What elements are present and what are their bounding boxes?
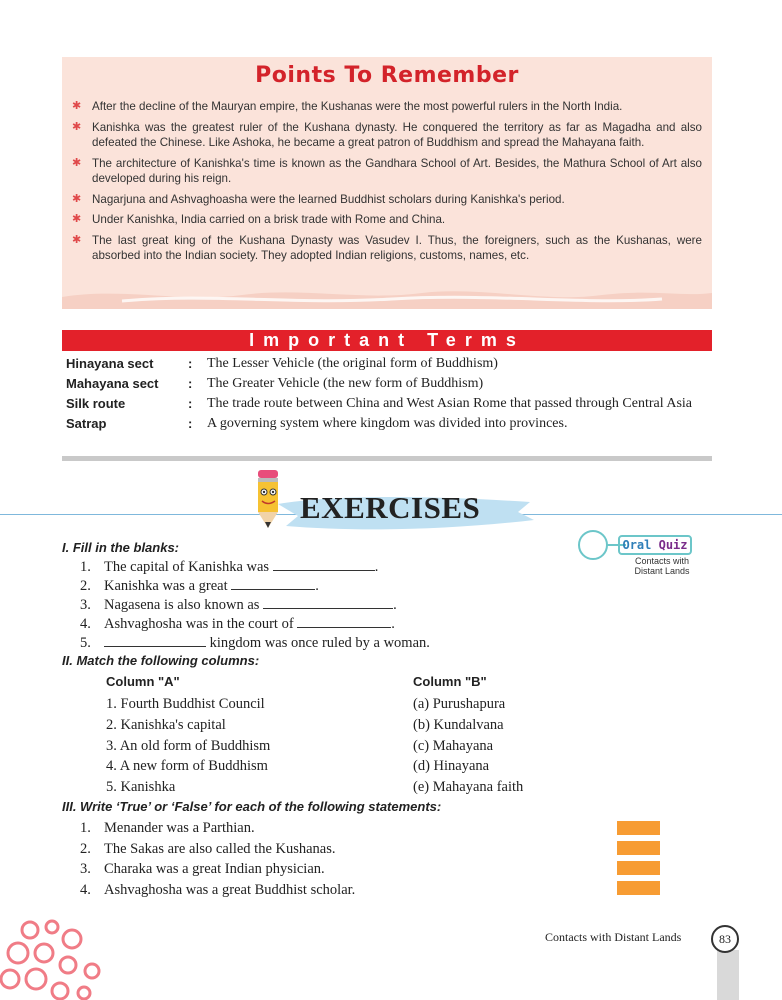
answer-blank[interactable] bbox=[297, 615, 391, 628]
term-row bbox=[66, 355, 706, 373]
list-item: 3. Nagasena is also known as . bbox=[80, 597, 397, 613]
flower-bullet-icon: ✱ bbox=[72, 192, 82, 205]
term-row bbox=[66, 375, 706, 393]
flower-bullet-icon: ✱ bbox=[72, 120, 82, 133]
important-terms-title: Important Terms bbox=[249, 330, 525, 350]
true-false-heading: III. Write ‘True’ or ‘False’ for each of the following statements: bbox=[62, 799, 442, 814]
torn-paper-decoration bbox=[62, 283, 712, 309]
oral-word: Oral bbox=[622, 538, 652, 552]
flower-bullet-icon: ✱ bbox=[72, 233, 82, 246]
column-a bbox=[106, 672, 270, 798]
list-item: 4. A new form of Buddhism bbox=[106, 758, 268, 775]
term-name: Satrap bbox=[66, 416, 107, 431]
list-item: (b) Kundalvana bbox=[413, 716, 504, 733]
answer-blank[interactable] bbox=[263, 596, 393, 609]
flower-bullet-icon: ✱ bbox=[72, 156, 82, 169]
fill-blanks-heading: I. Fill in the blanks: bbox=[62, 540, 180, 555]
list-item: (c) Mahayana bbox=[413, 737, 494, 754]
point-item: ✱ Under Kanishka, India carried on a brisk trade with Rome and China. bbox=[72, 213, 446, 226]
column-a-title: Column "A" bbox=[106, 674, 180, 689]
decorative-rings-icon bbox=[0, 915, 110, 1000]
oral-quiz-badge bbox=[578, 530, 698, 590]
list-item: 3. Charaka was a great Indian physician. bbox=[80, 861, 325, 877]
points-to-remember-title: Points To Remember bbox=[255, 63, 519, 88]
term-definition: A governing system where kingdom was divided into provinces. bbox=[207, 416, 568, 431]
answer-box[interactable] bbox=[617, 821, 660, 835]
term-row bbox=[66, 415, 706, 433]
list-item: (e) Mahayana faith bbox=[413, 779, 524, 796]
answer-blank[interactable] bbox=[273, 558, 375, 571]
point-item: ✱ Nagarjuna and Ashvaghoasha were the learned Buddhist scholars during Kanishka's period. bbox=[72, 192, 565, 206]
list-item: 2. Kanishka's capital bbox=[106, 716, 226, 733]
term-colon: : bbox=[188, 396, 193, 411]
list-item: 1. The capital of Kanishka was . bbox=[80, 559, 379, 575]
flower-bullet-icon: ✱ bbox=[72, 100, 82, 112]
terms-divider bbox=[62, 456, 712, 461]
term-definition: The Lesser Vehicle (the original form of Buddhism) bbox=[207, 356, 498, 371]
term-colon: : bbox=[188, 376, 193, 391]
oral-quiz-circle bbox=[578, 530, 608, 560]
point-item: ✱ After the decline of the Mauryan empire, the Kushanas were the most powerful rulers in the North India. bbox=[72, 100, 623, 113]
point-item: ✱ Kanishka was the greatest ruler of the Kushana dynasty. He conquered the territory as far as Magadha and also defeated the Chinese. Like Ashoka, he became a great patron of Buddhism and spread the Mahayana faith. bbox=[72, 120, 702, 149]
answer-box[interactable] bbox=[617, 881, 660, 895]
oral-quiz-subtitle: Contacts with Distant Lands bbox=[634, 556, 690, 576]
answer-box[interactable] bbox=[617, 861, 660, 875]
match-heading: II. Match the following columns: bbox=[62, 653, 260, 668]
list-item: 1. Fourth Buddhist Council bbox=[106, 696, 265, 712]
point-item: ✱ The last great king of the Kushana Dynasty was Vasudev I. Thus, the foreigners, such as the Kushanas, were absorbed into the Indian society. They adopted Indian religions, customs, names, etc. bbox=[72, 233, 702, 262]
term-name: Silk route bbox=[66, 396, 126, 411]
answer-blank[interactable] bbox=[231, 577, 315, 590]
list-item: (a) Purushapura bbox=[413, 696, 506, 712]
important-terms-banner bbox=[62, 330, 712, 351]
true-false-list bbox=[80, 818, 355, 900]
term-name: Mahayana sect bbox=[66, 376, 159, 391]
term-definition: The trade route between China and West Asian Rome that passed through Central Asia bbox=[207, 396, 692, 411]
list-item: 3. An old form of Buddhism bbox=[106, 737, 271, 754]
list-item: 1. Menander was a Parthian. bbox=[80, 820, 255, 836]
pencil-mascot-icon bbox=[248, 468, 288, 530]
answer-blank[interactable] bbox=[104, 634, 206, 647]
page-edge-strip bbox=[717, 950, 739, 1000]
points-to-remember-box bbox=[62, 57, 712, 309]
chapter-name: Contacts with Distant Lands bbox=[545, 930, 682, 944]
list-item: 5. Kanishka bbox=[106, 779, 176, 796]
flower-bullet-icon: ✱ bbox=[72, 213, 82, 225]
answer-box[interactable] bbox=[617, 841, 660, 855]
list-item: 2. The Sakas are also called the Kushanas. bbox=[80, 840, 336, 857]
important-terms-list bbox=[66, 355, 706, 435]
exercises-title: EXERCISES bbox=[300, 490, 481, 525]
term-colon: : bbox=[188, 416, 193, 431]
term-row bbox=[66, 395, 706, 413]
list-item: 4. Ashvaghosha was a great Buddhist scholar. bbox=[80, 881, 356, 898]
list-item: 5. kingdom was once ruled by a woman. bbox=[80, 635, 430, 651]
point-item: ✱ The architecture of Kanishka's time is known as the Gandhara School of Art. Besides, the Mathura School of Art also developed during his reign. bbox=[72, 156, 702, 185]
term-name: Hinayana sect bbox=[66, 356, 154, 371]
list-item: (d) Hinayana bbox=[413, 758, 490, 775]
list-item: 2. Kanishka was a great . bbox=[80, 578, 319, 594]
oral-quiz-label bbox=[618, 535, 692, 555]
page-number: 83 bbox=[711, 925, 739, 953]
term-definition: The Greater Vehicle (the new form of Buddhism) bbox=[207, 376, 484, 391]
list-item: 4. Ashvaghosha was in the court of . bbox=[80, 616, 395, 632]
quiz-word: Quiz bbox=[658, 538, 688, 552]
term-colon: : bbox=[188, 356, 193, 371]
points-list bbox=[72, 99, 702, 269]
column-b-title: Column "B" bbox=[413, 674, 487, 689]
fill-blanks-list bbox=[80, 558, 430, 653]
column-b bbox=[413, 672, 523, 798]
